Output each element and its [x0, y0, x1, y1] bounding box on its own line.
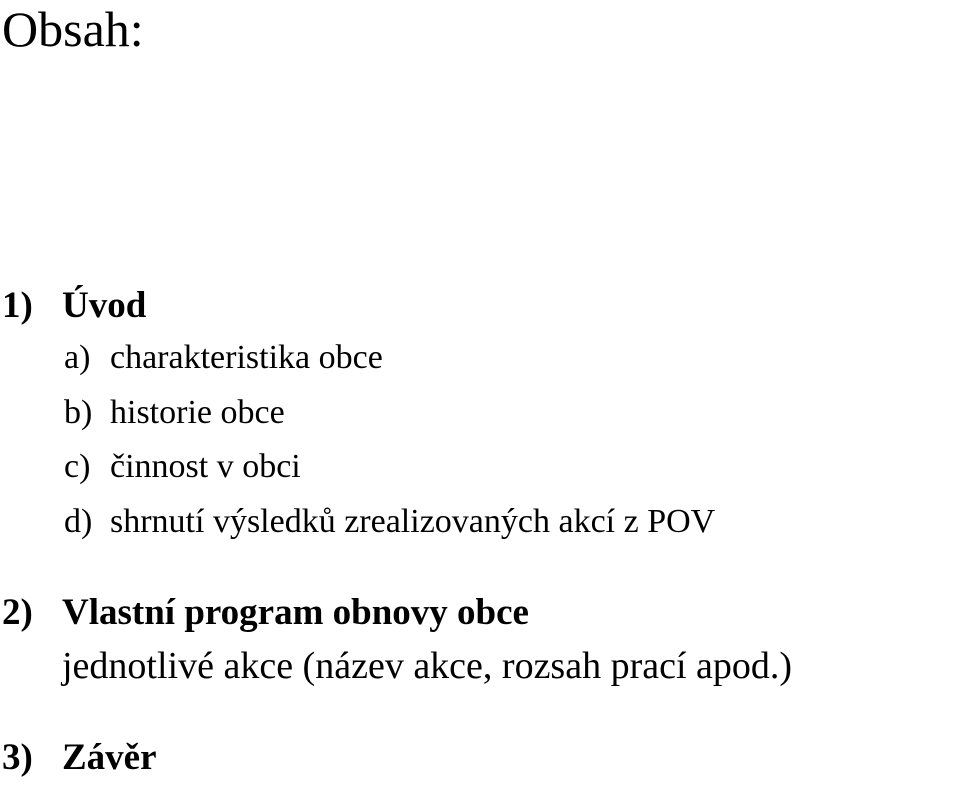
page-title: Obsah: — [2, 1, 144, 57]
section-number: 1) — [2, 285, 33, 326]
section-description: jednotlivé akce (název akce, rozsah prací apod.) — [62, 645, 793, 687]
list-item-letter: b) — [64, 394, 93, 431]
list-item-text: charakteristika obce — [110, 339, 383, 376]
section-heading: Závěr — [62, 737, 157, 778]
list-item-letter: c) — [64, 448, 91, 485]
section-number: 3) — [2, 737, 33, 778]
list-item-text: historie obce — [110, 394, 285, 431]
section-heading: Vlastní program obnovy obce — [62, 592, 529, 633]
section-number: 2) — [2, 592, 33, 633]
list-item-text: shrnutí výsledků zrealizovaných akcí z POV — [110, 503, 716, 540]
list-item-letter: a) — [64, 339, 91, 376]
section-heading: Úvod — [62, 285, 147, 326]
list-item-letter: d) — [64, 503, 93, 540]
list-item-text: činnost v obci — [110, 448, 301, 485]
